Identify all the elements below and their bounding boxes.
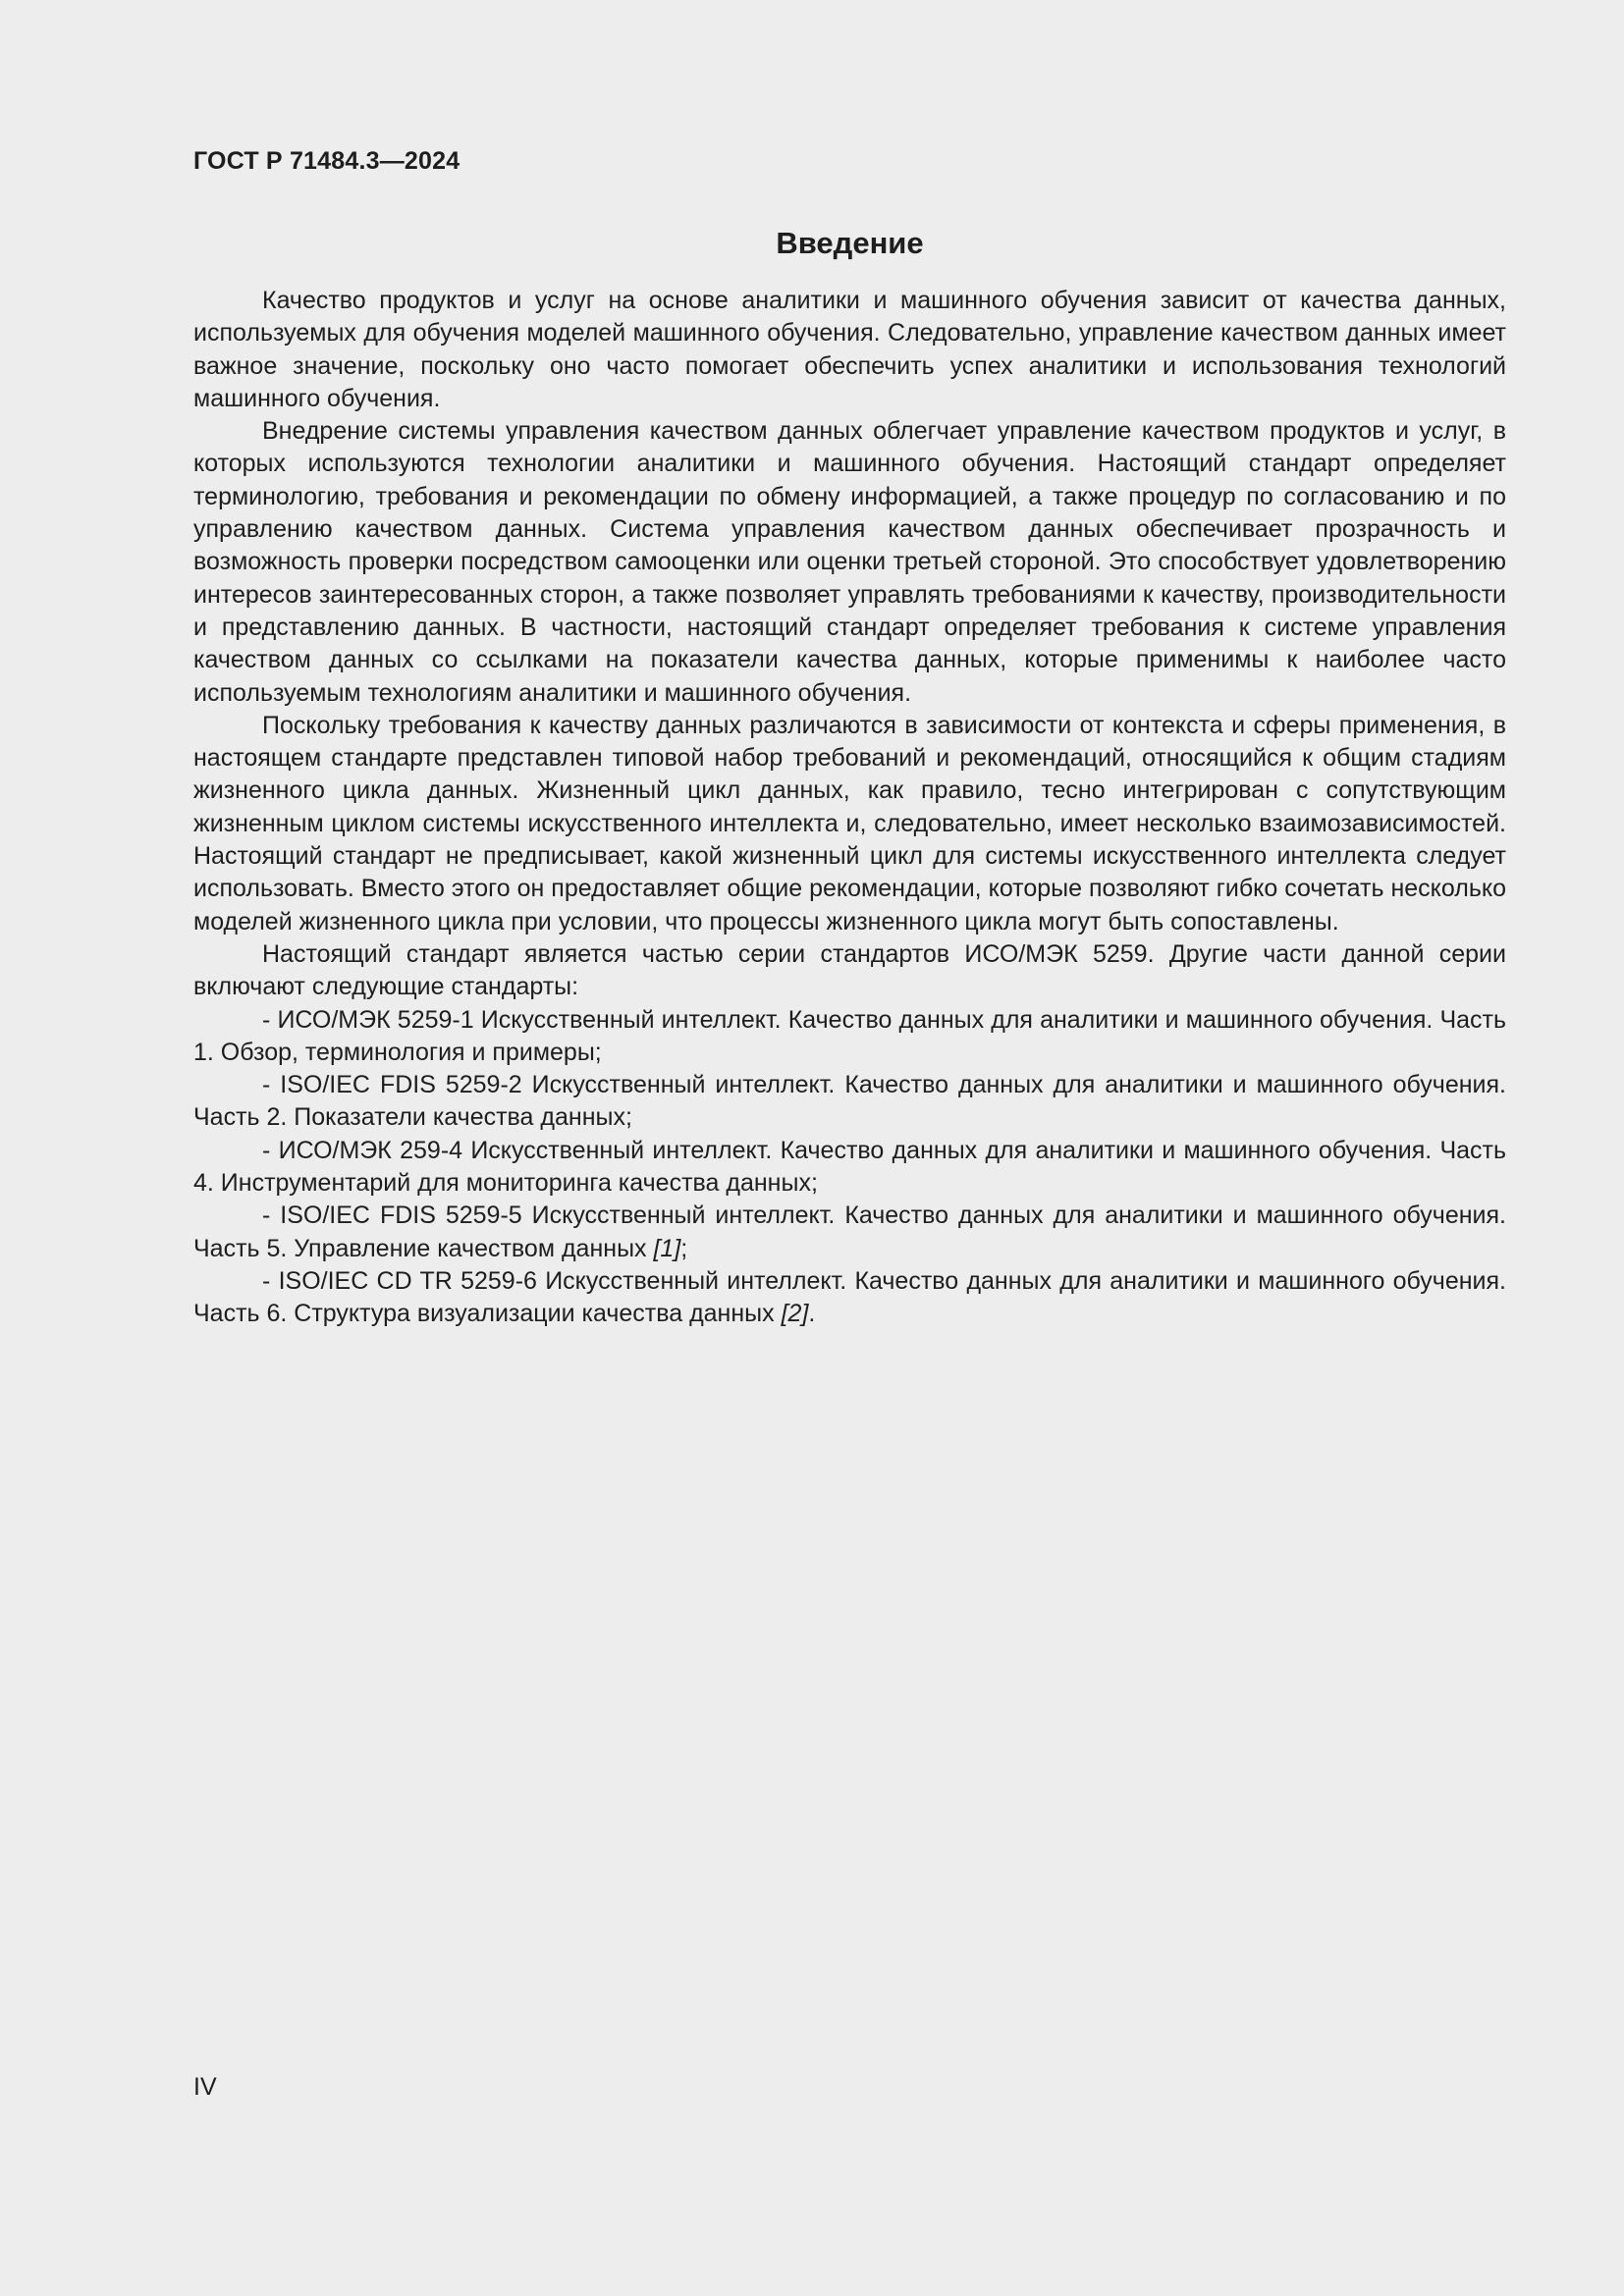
body-text [193,285,1506,1331]
list-item [193,1200,1506,1265]
list-item [193,1069,1506,1135]
list-item [193,1004,1506,1070]
list-item [193,1265,1506,1331]
document-code: ГОСТ Р 71484.3—2024 [193,147,460,175]
list-item [193,1135,1506,1201]
paragraph-series: Настоящий стандарт является частью серии стандартов ИСО/МЭК 5259. Другие части данной серии включают следующие стандарты: [193,939,1506,1001]
list-item-tail: ; [680,1234,688,1262]
list-item-text: - ISO/IEC FDIS 5259-5 Искусственный интеллект. Качество данных для аналитики и машинного обучения. Часть 5. Управление качеством данных [193,1201,1506,1262]
paragraph-intro: Качество продуктов и услуг на основе аналитики и машинного обучения зависит от качества данных, используемых для обучения моделей машинного обучения. Следовательно, управление качеством данных имеет важное значение, поскольку оно часто помогает обеспечить успех аналитики и использования технологий машинного обучения. [193,287,1506,412]
bibliography-reference: [2] [781,1300,809,1328]
section-title: Введение [776,226,924,260]
list-item-text: - ИСО/МЭК 5259-1 Искусственный интеллект. Качество данных для аналитики и машинного обучения. Часть 1. Обзор, терминология и примеры; [193,1005,1506,1066]
page-number: IV [193,2073,217,2101]
paragraph-requirements: Поскольку требования к качеству данных различаются в зависимости от контекста и сферы применения, в настоящем стандарте представлен типовой набор требований и рекомендаций, относящийся к общим стадиям жизненного цикла данных. Жизненный цикл данных, как правило, тесно интегрирован с сопутствующим жизненным циклом системы искусственного интеллекта и, следовательно, имеет несколько взаимозависимостей. Настоящий стандарт не предписывает, какой жизненный цикл для системы искусственного интеллекта следует использовать. Вместо этого он предоставляет общие рекомендации, которые позволяют гибко сочетать несколько моделей жизненного цикла при условии, что процессы жизненного цикла могут быть сопоставлены. [193,711,1506,935]
list-item-text: - ИСО/МЭК 259-4 Искусственный интеллект. Качество данных для аналитики и машинного обучения. Часть 4. Инструментарий для мониторинга качества данных; [193,1136,1506,1198]
list-item-text: - ISO/IEC CD TR 5259-6 Искусственный интеллект. Качество данных для аналитики и машинного обучения. Часть 6. Структура визуализации качества данных [193,1266,1506,1328]
bibliography-reference: [1] [653,1234,681,1262]
list-item-text: - ISO/IEC FDIS 5259-2 Искусственный интеллект. Качество данных для аналитики и машинного обучения. Часть 2. Показатели качества данных; [193,1071,1506,1132]
list-item-tail: . [808,1300,816,1328]
paragraph-system: Внедрение системы управления качеством данных облегчает управление качеством продуктов и услуг, в которых используются технологии аналитики и машинного обучения. Настоящий стандарт определяет терминологию, требования и рекомендации по обмену информацией, а также процедур по согласованию и по управлению качеством данных. Система управления качеством данных обеспечивает прозрачность и возможность проверки посредством самооценки или оценки третьей стороной. Это способствует удовлетворению интересов заинтересованных сторон, а также позволяет управлять требованиями к качеству, производительности и представлению данных. В частности, настоящий стандарт определяет требования к системе управления качеством данных со ссылками на показатели качества данных, которые применимы к наиболее часто используемым технологиям аналитики и машинного обучения. [193,417,1506,707]
